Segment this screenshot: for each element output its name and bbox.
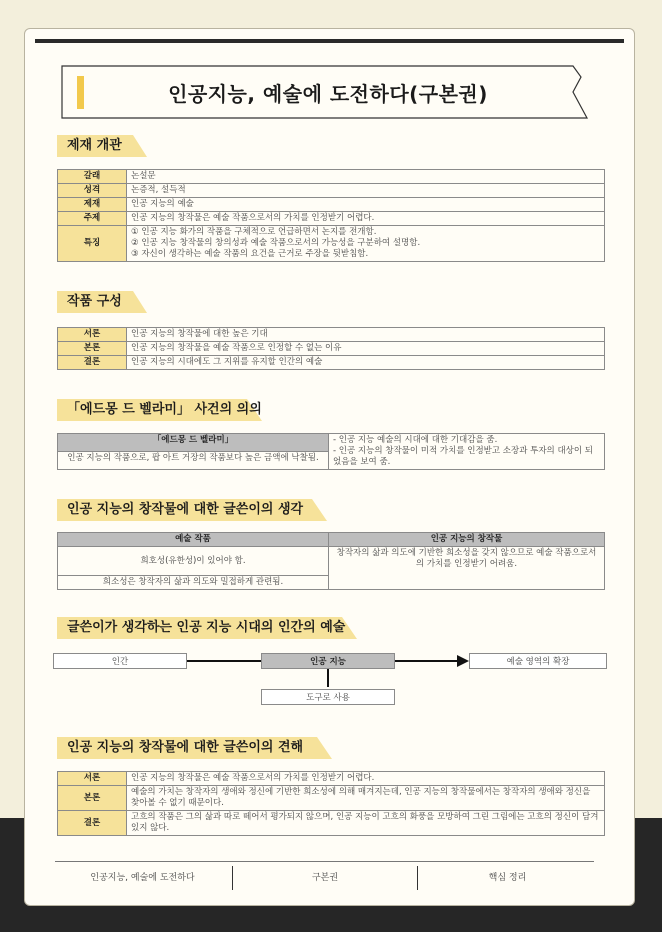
significance-item: - 인공 지능 예술의 시대에 대한 기대감을 줌. [333, 435, 498, 445]
edmond-description: 인공 지능의 작품으로, 팝 아트 거장의 작품보다 높은 금액에 낙찰됨. [58, 452, 329, 470]
edmond-header: 「에드몽 드 벨라미」 [58, 434, 329, 452]
header-ai-work: 인공 지능의 창작물 [329, 533, 605, 547]
top-rule [35, 39, 624, 43]
row-value: 고흐의 작품은 그의 삶과 따로 떼어서 평가되지 않으며, 인공 지능이 고흐의 화풍을 모방하여 그린 그림에는 고흐의 정신이 담겨 있지 않다. [127, 811, 605, 836]
row-key: 특징 [58, 226, 127, 262]
row-key: 본론 [58, 342, 127, 356]
footer-divider [232, 866, 233, 890]
footer-divider [417, 866, 418, 890]
view-table [57, 771, 605, 836]
thought-table [57, 532, 605, 590]
section-edmond [57, 399, 262, 421]
row-key: 서론 [58, 328, 127, 342]
row-value: 논설문 [127, 170, 605, 184]
section-overview [57, 135, 147, 157]
node-human: 인간 [53, 653, 187, 669]
footer-section-label: 핵심 정리 [488, 873, 527, 883]
row-value: 인공 지능의 창작물에 대한 높은 기대 [127, 328, 605, 342]
section-view [57, 737, 332, 759]
section-title: 인공 지능의 창작물에 대한 글쓴이의 생각 [67, 502, 304, 517]
row-key: 성격 [58, 184, 127, 198]
node-tool: 도구로 사용 [261, 689, 395, 705]
edmond-table [57, 433, 605, 470]
feature-item: ② 인공 지능 창작물의 창의성과 예술 작품으로서의 가능성을 구분하여 설명함. [131, 238, 421, 248]
title-box [61, 65, 595, 119]
section-thought [57, 499, 327, 521]
section-title: 작품 구성 [67, 294, 122, 309]
row-value: 예술의 가치는 창작자의 생애와 정신에 기반한 희소성에 의해 매겨지는데, 인공 지능의 창작물에서는 창작자의 생애와 정신을 찾아볼 수 없기 때문이다. [127, 786, 605, 811]
overview-table [57, 169, 605, 262]
connector-line [187, 660, 261, 662]
page-title: 인공지능, 예술에 도전하다(구본권) [168, 82, 488, 106]
section-structure [57, 291, 147, 313]
section-title: 제재 개관 [67, 138, 122, 153]
node-ai: 인공 지능 [261, 653, 395, 669]
header-art: 예술 작품 [58, 533, 329, 547]
structure-table [57, 327, 605, 370]
row-key: 서론 [58, 772, 127, 786]
feature-item: ③ 자신이 생각하는 예술 작품의 요건을 근거로 주장을 뒷받침함. [131, 249, 369, 259]
row-value: 인공 지능의 시대에도 그 지위를 유지할 인간의 예술 [127, 356, 605, 370]
title-accent-bar [77, 76, 84, 109]
feature-item: ① 인공 지능 화가의 작품을 구체적으로 언급하면서 논지를 전개함. [131, 227, 377, 237]
art-condition: 희소성은 창작자의 삶과 의도와 밀접하게 관련됨. [58, 576, 329, 590]
section-title: 「에드몽 드 벨라미」 사건의 의의 [67, 402, 262, 417]
row-key: 본론 [58, 786, 127, 811]
section-title: 글쓴이가 생각하는 인공 지능 시대의 인간의 예술 [67, 620, 346, 635]
row-key: 결론 [58, 356, 127, 370]
row-value [127, 226, 605, 262]
row-key: 주제 [58, 212, 127, 226]
connector-line [395, 660, 459, 662]
ai-work-evaluation: 창작자의 삶과 의도에 기반한 희소성을 갖지 않으므로 예술 작품으로서의 가치를 인정받기 어려움. [329, 547, 605, 590]
row-key: 갈래 [58, 170, 127, 184]
row-value: 논증적, 설득적 [127, 184, 605, 198]
footer-author: 구본권 [311, 873, 339, 883]
significance-item: - 인공 지능의 창작물이 미적 가치를 인정받고 소장과 투자의 대상이 되었음을 보여 줌. [333, 446, 593, 467]
row-value: 인공 지능의 창작물은 예술 작품으로서의 가치를 인정받기 어렵다. [127, 772, 605, 786]
arrow-right-icon [457, 655, 469, 667]
row-value: 인공 지능의 창작물은 예술 작품으로서의 가치를 인정받기 어렵다. [127, 212, 605, 226]
row-key: 제재 [58, 198, 127, 212]
art-condition: 희호성(유한성)이 있어야 함. [58, 547, 329, 576]
section-title: 인공 지능의 창작물에 대한 글쓴이의 견해 [67, 740, 304, 755]
connector-line [327, 669, 329, 687]
footer-work-title: 인공지능, 예술에 도전하다 [90, 873, 195, 883]
document-card [24, 28, 635, 906]
section-art [57, 617, 357, 639]
node-expand: 예술 영역의 확장 [469, 653, 607, 669]
row-value: 인공 지능의 예술 [127, 198, 605, 212]
row-value: 인공 지능의 창작물을 예술 작품으로 인정할 수 없는 이유 [127, 342, 605, 356]
edmond-significance [329, 434, 605, 470]
row-key: 결론 [58, 811, 127, 836]
art-flow-diagram [53, 649, 609, 711]
footer [55, 861, 594, 894]
